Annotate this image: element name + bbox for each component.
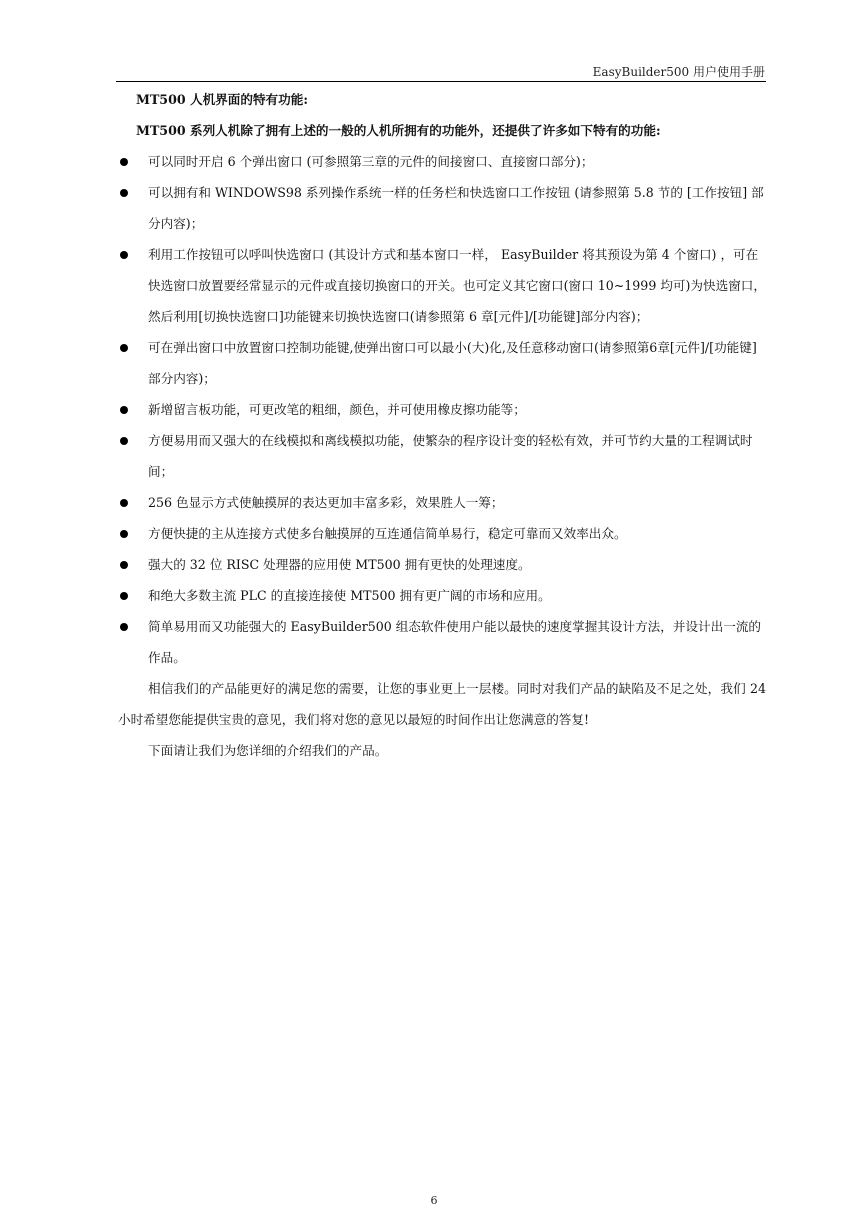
feature-text: 可以拥有和 WINDOWS98 系列操作系统一样的任务栏和快选窗口工作按钮 (请参照第 5.8 节的 [工作按钮] 部分内容)； xyxy=(148,185,764,231)
final-paragraph: 下面请让我们为您详细的介绍我们的产品。 xyxy=(148,743,388,758)
feature-item xyxy=(118,487,766,518)
bullet-icon xyxy=(120,158,128,166)
bullet-icon xyxy=(120,406,128,414)
feature-item xyxy=(118,177,766,239)
running-header: EasyBuilder500 用户使用手册 xyxy=(592,65,765,79)
closing-paragraph: 相信我们的产品能更好的满足您的需要，让您的事业更上一层楼。同时对我们产品的缺陷及不足之处，我们 24 小时希望您能提供宝贵的意见，我们将对您的意见以最短的时间作出让您满意的答复! xyxy=(118,681,766,727)
feature-item xyxy=(118,580,766,611)
feature-text: 和绝大多数主流 PLC 的直接连接使 MT500 拥有更广阔的市场和应用。 xyxy=(148,588,551,603)
page-number: 6 xyxy=(430,1194,438,1207)
feature-item xyxy=(118,239,766,332)
feature-item xyxy=(118,611,766,673)
bullet-icon xyxy=(120,592,128,600)
bullet-icon xyxy=(120,561,128,569)
feature-text: 可在弹出窗口中放置窗口控制功能键,使弹出窗口可以最小(大)化,及任意移动窗口(请参照第6章[元件]/[功能键]部分内容)； xyxy=(148,340,757,386)
feature-text: 简单易用而又功能强大的 EasyBuilder500 组态软件使用户能以最快的速度掌握其设计方法，并设计出一流的作品。 xyxy=(148,619,762,665)
feature-text: 256 色显示方式使触摸屏的表达更加丰富多彩，效果胜人一筹； xyxy=(148,495,504,510)
bullet-icon xyxy=(120,530,128,538)
feature-item xyxy=(118,332,766,394)
feature-item xyxy=(118,394,766,425)
bullet-icon xyxy=(120,623,128,631)
intro-paragraph: MT500 系列人机除了拥有上述的一般的人机所拥有的功能外，还提供了许多如下特有的功能: xyxy=(136,123,661,138)
feature-text: 强大的 32 位 RISC 处理器的应用使 MT500 拥有更快的处理速度。 xyxy=(148,557,531,572)
section-title: MT500 人机界面的特有功能: xyxy=(136,92,308,107)
document-body xyxy=(118,84,766,766)
feature-item xyxy=(118,146,766,177)
feature-text: 方便快捷的主从连接方式使多台触摸屏的互连通信简单易行，稳定可靠而又效率出众。 xyxy=(148,526,627,541)
feature-text: 可以同时开启 6 个弹出窗口 (可参照第三章的元件的间接窗口、直接窗口部分)； xyxy=(148,154,594,169)
bullet-icon xyxy=(120,251,128,259)
bullet-icon xyxy=(120,344,128,352)
feature-text: 利用工作按钮可以呼叫快选窗口 (其设计方式和基本窗口一样， EasyBuilder 将其预设为第 4 个窗口) ，可在快选窗口放置要经常显示的元件或直接切换窗口的开关。也可定义其它窗口(窗口 10~1999 均可)为快选窗口，然后利用[切换快选窗口]功能键来切换快选窗口(请参照第 6 章[元件]/[功能键]部分内容)； xyxy=(148,247,766,324)
feature-text: 方便易用而又强大的在线模拟和离线模拟功能，使繁杂的程序设计变的轻松有效，并可节约大量的工程调试时间； xyxy=(148,433,753,479)
bullet-icon xyxy=(120,499,128,507)
bullet-icon xyxy=(120,437,128,445)
header-rule xyxy=(116,81,766,82)
feature-item xyxy=(118,549,766,580)
feature-list xyxy=(118,146,766,673)
bullet-icon xyxy=(120,189,128,197)
feature-item xyxy=(118,518,766,549)
feature-item xyxy=(118,425,766,487)
feature-text: 新增留言板功能，可更改笔的粗细，颜色，并可使用橡皮擦功能等； xyxy=(148,402,526,417)
